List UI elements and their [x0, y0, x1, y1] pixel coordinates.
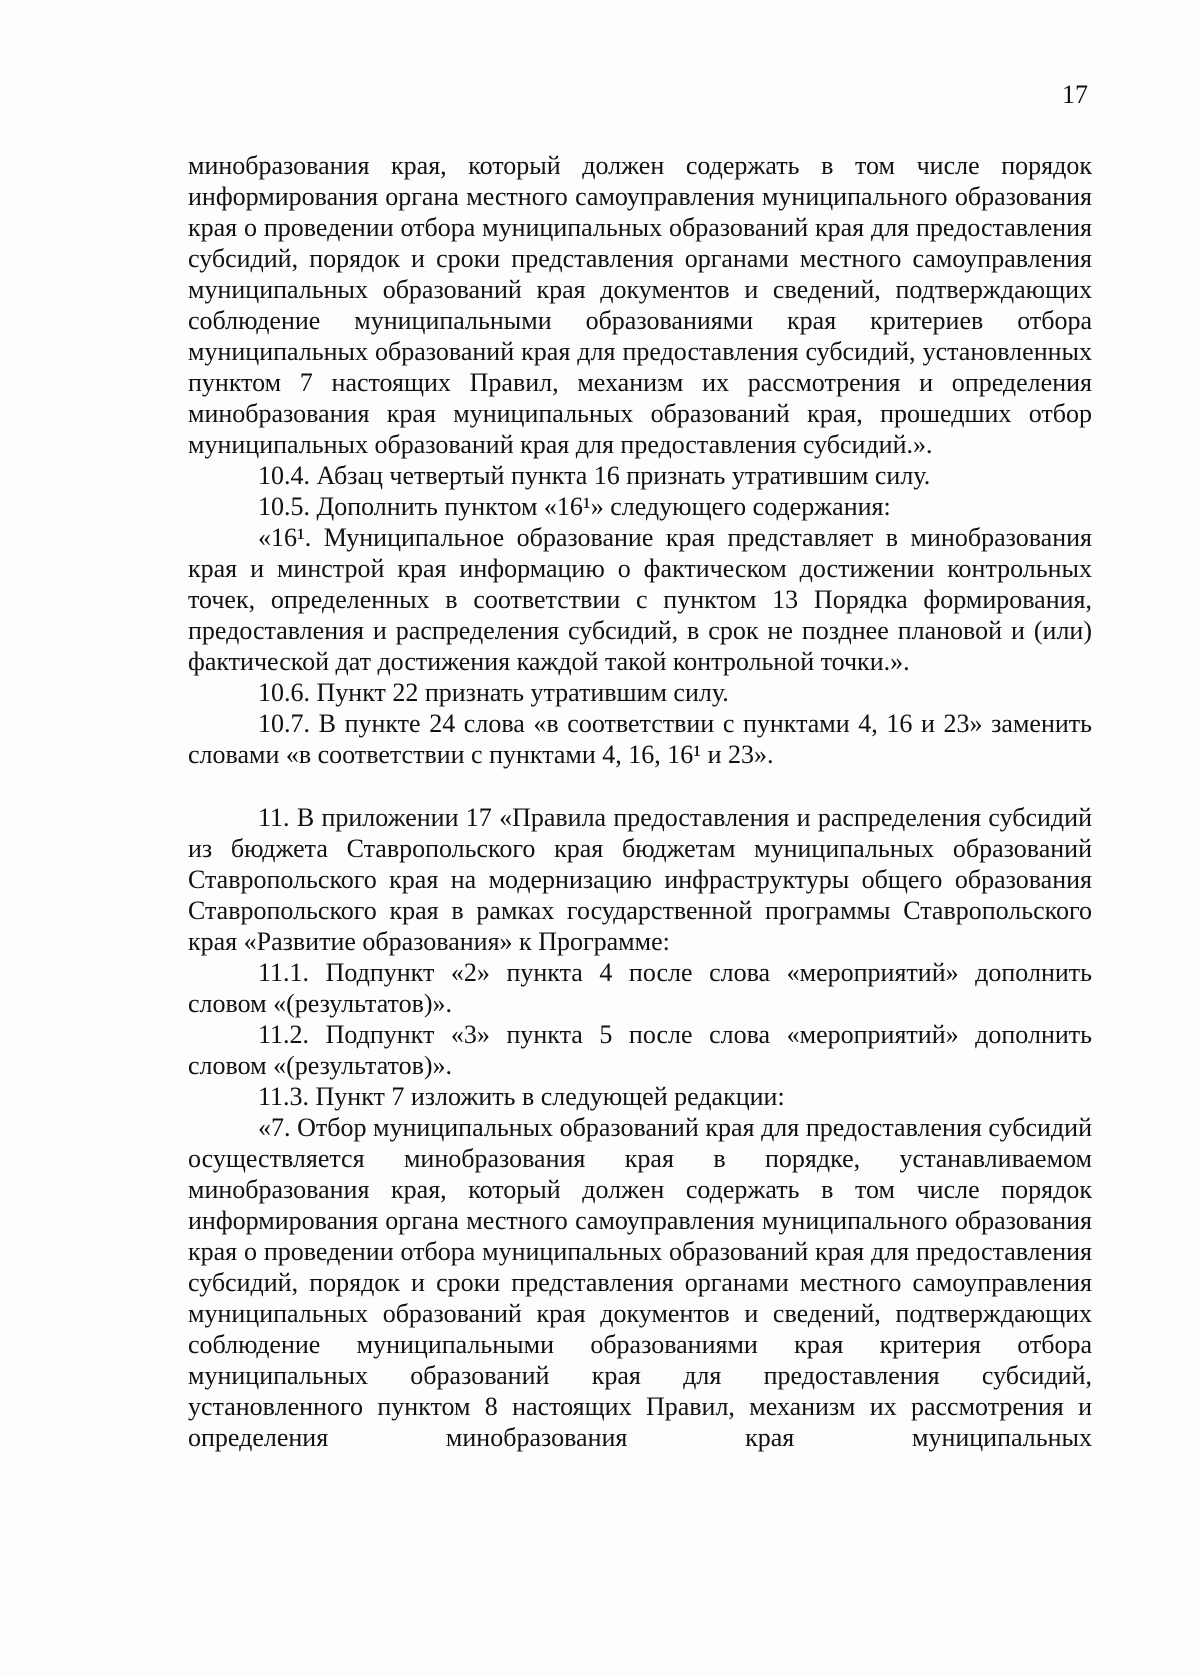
paragraph-11: 11. В приложении 17 «Правила предоставления и распределения субсидий из бюджета Ставропольского края бюджетам муниципальных образований Ставропольского края на модернизацию инфраструктуры общего образования Ставропольского края в рамках государственной программы Ставропольского края «Развитие образования» к Программе:: [188, 803, 1092, 956]
paragraph-10-5: 10.5. Дополнить пунктом «16¹» следующего содержания:: [258, 492, 891, 521]
paragraph-11-1: 11.1. Подпункт «2» пункта 4 после слова «мероприятий» дополнить словом «(результатов)».: [188, 958, 1092, 1018]
paragraph-11-2: 11.2. Подпункт «3» пункта 5 после слова «мероприятий» дополнить словом «(результатов)».: [188, 1020, 1092, 1080]
paragraph-10-7: 10.7. В пункте 24 слова «в соответствии с пунктами 4, 16 и 23» заменить словами «в соответствии с пунктами 4, 16, 16¹ и 23».: [188, 709, 1092, 769]
paragraph-continuation: минобразования края, который должен содержать в том числе порядок информирования органа местного самоуправления муниципального образования края о проведении отбора муниципальных образований края для предоставления субсидий, порядок и сроки представления органами местного самоуправления муниципальных образований края документов и сведений, подтверждающих соблюдение муниципальными образованиями края критериев отбора муниципальных образований края для предоставления субсидий, установленных пунктом 7 настоящих Правил, механизм их рассмотрения и определения минобразования края муниципальных образований края, прошедших отбор муниципальных образований края для предоставления субсидий.».: [188, 151, 1092, 459]
paragraph-10-6: 10.6. Пункт 22 признать утратившим силу.: [258, 678, 729, 707]
page-number: 17: [1062, 80, 1088, 109]
paragraph-10-4: 10.4. Абзац четвертый пункта 16 признать утратившим силу.: [258, 461, 931, 490]
section-gap: [188, 770, 1092, 802]
paragraph-16-1: «16¹. Муниципальное образование края представляет в минобразования края и минстрой края информацию о фактическом достижении контрольных точек, определенных в соответствии с пунктом 13 Порядка формирования, предоставления и распределения субсидий, в срок не позднее плановой и (или) фактической дат достижения каждой такой контрольной точки.».: [188, 523, 1092, 676]
paragraph-7: «7. Отбор муниципальных образований края для предоставления субсидий осуществляется минобразования края в порядке, устанавливаемом минобразования края, который должен содержать в том числе порядок информирования органа местного самоуправления муниципального образования края о проведении отбора муниципальных образований края для предоставления субсидий, порядок и сроки представления органами местного самоуправления муниципальных образований края документов и сведений, подтверждающих соблюдение муниципальными образованиями края критерия отбора муниципальных образований края для предоставления субсидий, установленного пунктом 8 настоящих Правил, механизм их рассмотрения и определения минобразования края муниципальных: [188, 1113, 1092, 1452]
document-body: [188, 150, 1092, 1453]
paragraph-11-3: 11.3. Пункт 7 изложить в следующей редакции:: [258, 1082, 785, 1111]
